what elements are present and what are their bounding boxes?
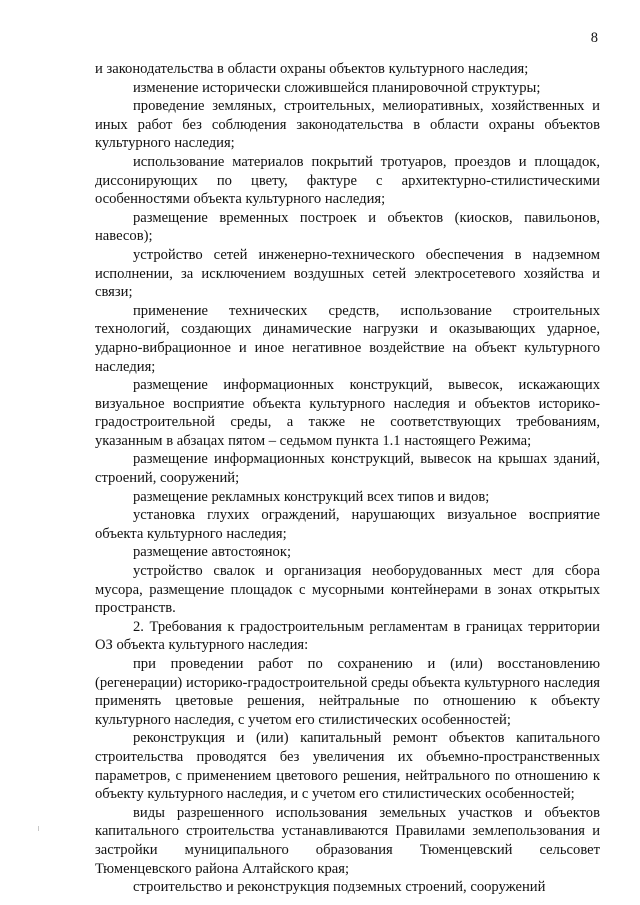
paragraph: устройство свалок и организация необорудованных мест для сбора мусора, размещение площадок с мусорными контейнерами в зонах открытых пространств. (95, 563, 600, 617)
paragraph: размещение временных построек и объектов (киосков, павильонов, навесов); (95, 209, 600, 245)
paragraph: использование материалов покрытий тротуаров, проездов и площадок, диссонирующих по цвету, фактуре с архитектурно-стилистическими особенностями объекта культурного наследия; (95, 153, 600, 208)
paragraph: размещение информационных конструкций, вывесок на крышах зданий, строений, сооружений; (95, 451, 600, 487)
paragraph: размещение рекламных конструкций всех типов и видов; (133, 488, 490, 505)
paragraph: установка глухих ограждений, нарушающих визуальное восприятие объекта культурного наследия; (95, 507, 600, 542)
paragraph: применение технических средств, использование строительных технологий, создающих динамические нагрузки и оказывающих ударное, ударно-вибрационное и иное негативное воздействие на объект культурного наследия; (95, 302, 600, 375)
paragraph: изменение исторически сложившейся планировочной структуры; (133, 79, 541, 96)
paragraph: проведение земляных, строительных, мелиоративных, хозяйственных и иных работ без соблюдения законодательства в области охраны объектов культурного наследия; (95, 98, 600, 152)
paragraph: размещение автостоянок; (133, 544, 292, 561)
paragraph-continuation: и законодательства в области охраны объектов культурного наследия; (95, 61, 529, 77)
scan-artifact-mark (38, 826, 39, 831)
document-body (95, 60, 600, 897)
section-paragraph: 2. Требования к градостроительным регламентам в границах территории ОЗ объекта культурного наследия: (95, 618, 600, 654)
paragraph: виды разрешенного использования земельных участков и объектов капитального строительства устанавливаются Правилами землепользования и застройки муниципального образования Тюменцевский сельсовет Тюменцевского района Алтайского края; (95, 804, 600, 877)
paragraph: размещение информационных конструкций, вывесок, искажающих визуальное восприятие объекта культурного наследия и объектов историко-градостроительной среды, а также не соответствующих требованиям, указанным в абзацах пятом – седьмом пункта 1.1 настоящего Режима; (95, 377, 600, 449)
paragraph: реконструкция и (или) капитальный ремонт объектов капитального строительства проводятся без увеличения их объемно-пространственных параметров, с применением цветового решения, нейтрального по отношению к объекту культурного наследия, и с учетом его стилистических особенностей; (95, 730, 600, 803)
paragraph: строительство и реконструкция подземных строений, сооружений (133, 879, 546, 896)
page-number: 8 (590, 30, 598, 46)
paragraph: при проведении работ по сохранению и (или) восстановлению (регенерации) историко-градостроительной среды объекта культурного наследия применять цветовые решения, нейтральные по отношению к объекту культурного наследия, с учетом его стилистических особенностей; (95, 656, 600, 728)
paragraph: устройство сетей инженерно-технического обеспечения в надземном исполнении, за исключением воздушных сетей электросетевого хозяйства и связи; (95, 246, 600, 301)
